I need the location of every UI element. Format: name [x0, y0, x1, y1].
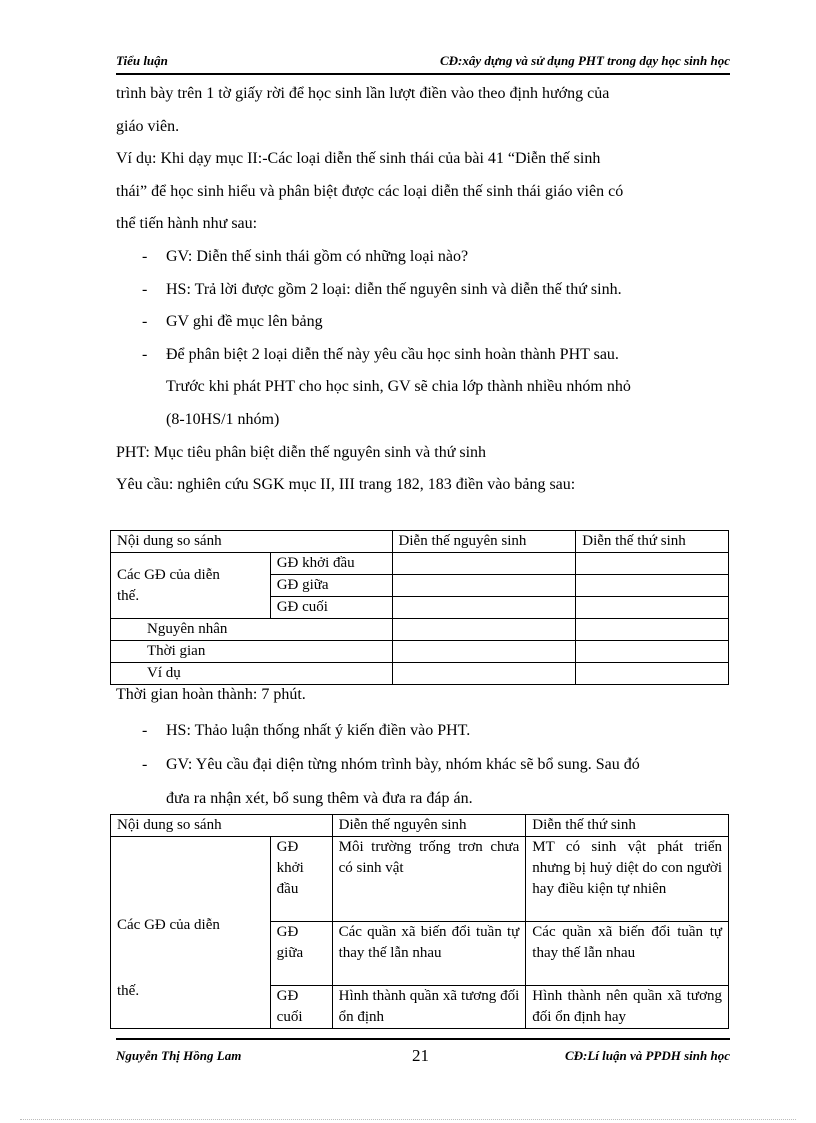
stage-cell: GĐ khởi đầu: [270, 553, 392, 575]
header-cell: Diễn thế nguyên sinh: [332, 815, 526, 837]
bullet-item: - GV ghi đề mục lên bảng: [142, 313, 323, 331]
body-text: [116, 78, 736, 502]
empty-cell: [576, 597, 729, 619]
page-header: [116, 47, 730, 75]
activity-steps: [116, 714, 746, 816]
empty-cell: [392, 597, 576, 619]
header-cell: Diễn thế thứ sinh: [526, 815, 729, 837]
stage-group-cell: Các GĐ của diễn thế.: [111, 837, 271, 1029]
stage-cell: GĐ giữa: [270, 575, 392, 597]
bullet-continuation: đưa ra nhận xét, bổ sung thêm và đưa ra đáp án.: [166, 790, 473, 807]
table-row: [111, 619, 729, 641]
stage-cell: GĐ cuối: [270, 597, 392, 619]
bullet-item: - HS: Thảo luận thống nhất ý kiến điền vào PHT.: [142, 722, 471, 739]
page-bottom-rule: [20, 1119, 796, 1120]
table-row: [111, 837, 729, 922]
page-footer: [116, 1038, 730, 1070]
bullet-continuation: (8-10HS/1 nhóm): [166, 410, 280, 428]
pht-line: PHT: Mục tiêu phân biệt diễn thế nguyên sinh và thứ sinh: [116, 443, 487, 461]
bullet-continuation: Trước khi phát PHT cho học sinh, GV sẽ chia lớp thành nhiều nhóm nhỏ: [166, 378, 631, 396]
header-cell: Diễn thế nguyên sinh: [392, 531, 576, 553]
empty-cell: [392, 553, 576, 575]
paragraph-line: trình bày trên 1 tờ giấy rời để học sinh lần lượt điền vào theo định hướng của: [116, 85, 610, 102]
primary-cell: Hình thành quần xã tương đối ổn định: [332, 986, 526, 1029]
header-cell: Diễn thế thứ sinh: [576, 531, 729, 553]
empty-cell: [576, 641, 729, 663]
footer-right: CĐ:Lí luận và PPDH sinh học: [564, 1048, 730, 1063]
row-label-cell: Nguyên nhân: [111, 619, 393, 641]
header-left: Tiểu luận: [116, 53, 168, 68]
bullet-item: - HS: Trả lời được gồm 2 loại: diễn thế nguyên sinh và diễn thế thứ sinh.: [142, 280, 622, 298]
empty-cell: [392, 575, 576, 597]
table-row: [111, 641, 729, 663]
table-header-row: [111, 815, 729, 837]
bullet-item: - GV: Yêu cầu đại diện từng nhóm trình bày, nhóm khác sẽ bổ sung. Sau đó: [142, 756, 640, 773]
empty-cell: [392, 619, 576, 641]
requirement-line: Yêu cầu: nghiên cứu SGK mục II, III trang 182, 183 điền vào bảng sau:: [116, 476, 576, 494]
paragraph-line: thái” để học sinh hiểu và phân biệt được các loại diễn thế sinh thái giáo viên có: [116, 182, 624, 200]
stage-group-cell: Các GĐ của diễn thế.: [111, 553, 271, 619]
answer-table: [110, 814, 729, 1029]
paragraph-line: thể tiến hành như sau:: [116, 215, 258, 233]
bullet-item: - Để phân biệt 2 loại diễn thế này yêu cầu học sinh hoàn thành PHT sau.: [142, 345, 619, 363]
completion-time: Thời gian hoàn thành: 7 phút.: [116, 686, 306, 703]
empty-cell: [392, 663, 576, 685]
primary-cell: Các quần xã biến đổi tuần tự thay thế lẫn nhau: [332, 922, 526, 986]
secondary-cell: MT có sinh vật phát triển nhưng bị huỷ diệt do con người hay điều kiện tự nhiên: [526, 837, 729, 922]
empty-cell: [576, 663, 729, 685]
table-header-row: [111, 531, 729, 553]
row-label-cell: Thời gian: [111, 641, 393, 663]
page-number: 21: [412, 1046, 429, 1065]
empty-cell: [576, 575, 729, 597]
footer-author: Nguyễn Thị Hồng Lam: [116, 1048, 242, 1063]
header-cell: Nội dung so sánh: [111, 531, 393, 553]
table-row: [111, 663, 729, 685]
secondary-cell: Hình thành nên quần xã tương đối ổn định hay: [526, 986, 729, 1029]
empty-cell: [576, 619, 729, 641]
stage-cell: GĐ cuối: [270, 986, 332, 1029]
paragraph-line: Ví dụ: Khi dạy mục II:-Các loại diễn thế sinh thái của bài 41 “Diễn thế sinh: [116, 150, 601, 168]
paragraph-line: giáo viên.: [116, 117, 180, 135]
header-cell: Nội dung so sánh: [111, 815, 333, 837]
bullet-item: - GV: Diễn thế sinh thái gồm có những loại nào?: [142, 247, 469, 265]
primary-cell: Môi trường trống trơn chưa có sinh vật: [332, 837, 526, 922]
empty-cell: [392, 641, 576, 663]
stage-cell: GĐ giữa: [270, 922, 332, 986]
row-label-cell: Ví dụ: [111, 663, 393, 685]
table-row: [111, 553, 729, 575]
header-right: CĐ:xây dựng và sử dụng PHT trong dạy học sinh học: [439, 53, 730, 68]
worksheet-table: [110, 530, 729, 685]
stage-cell: GĐ khởi đầu: [270, 837, 332, 922]
empty-cell: [576, 553, 729, 575]
secondary-cell: Các quần xã biến đổi tuần tự thay thế lẫn nhau: [526, 922, 729, 986]
